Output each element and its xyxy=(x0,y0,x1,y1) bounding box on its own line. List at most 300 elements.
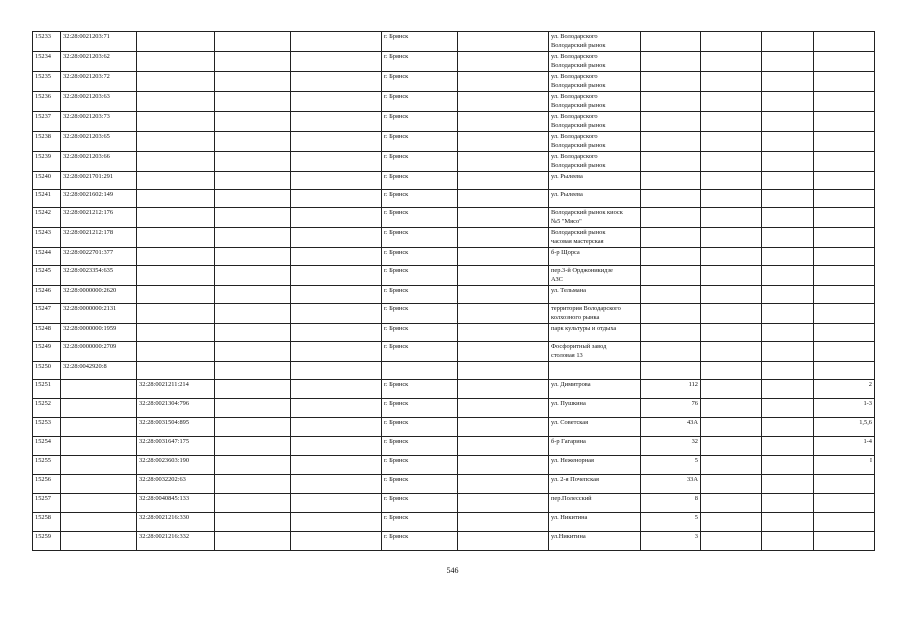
address-line: б-р Гагарина xyxy=(551,438,586,445)
cell-h xyxy=(641,92,701,112)
address-line: Володарский рынок xyxy=(551,122,606,129)
cell-address xyxy=(549,286,641,304)
table-row xyxy=(33,92,875,112)
cell-k: 1-4 xyxy=(814,437,875,456)
cell-d xyxy=(291,152,382,172)
cell-j xyxy=(762,362,814,380)
cell-n: 15233 xyxy=(33,32,61,52)
cell-b xyxy=(137,362,215,380)
cell-c xyxy=(215,92,291,112)
cell-a: 32:28:0021701:291 xyxy=(61,172,137,190)
cell-a: 32:28:0021212:176 xyxy=(61,208,137,228)
cell-f xyxy=(458,475,549,494)
cell-j xyxy=(762,190,814,208)
cell-h: 43А xyxy=(641,418,701,437)
address-line: часовая мастерская xyxy=(551,238,604,245)
cell-a: 32:28:0021203:73 xyxy=(61,112,137,132)
cell-e: г. Брянск xyxy=(382,92,458,112)
cell-f xyxy=(458,304,549,324)
cell-address xyxy=(549,437,641,456)
cell-b xyxy=(137,342,215,362)
cell-n: 15239 xyxy=(33,152,61,172)
cell-i xyxy=(701,513,762,532)
cell-a: 32:28:0021203:65 xyxy=(61,132,137,152)
cell-n: 15248 xyxy=(33,324,61,342)
cell-j xyxy=(762,266,814,286)
cell-n: 15251 xyxy=(33,380,61,399)
cell-h xyxy=(641,304,701,324)
cell-e: г. Брянск xyxy=(382,286,458,304)
cell-c xyxy=(215,172,291,190)
cell-a: 32:28:0021602:149 xyxy=(61,190,137,208)
table-row xyxy=(33,152,875,172)
cell-a: 32:28:0000000:2620 xyxy=(61,286,137,304)
cell-h xyxy=(641,324,701,342)
address-line: ул. Володарского xyxy=(551,133,598,140)
cell-f xyxy=(458,494,549,513)
cell-j xyxy=(762,324,814,342)
table-row xyxy=(33,399,875,418)
cell-n: 15253 xyxy=(33,418,61,437)
cell-i xyxy=(701,266,762,286)
cell-a xyxy=(61,418,137,437)
cell-f xyxy=(458,342,549,362)
address-line: столовая 13 xyxy=(551,352,583,359)
cell-n: 15254 xyxy=(33,437,61,456)
cell-e: г. Брянск xyxy=(382,475,458,494)
cell-k xyxy=(814,32,875,52)
cell-k xyxy=(814,475,875,494)
cell-h xyxy=(641,362,701,380)
cell-a: 32:28:0023354:635 xyxy=(61,266,137,286)
cell-b xyxy=(137,92,215,112)
cell-i xyxy=(701,456,762,475)
cell-c xyxy=(215,532,291,551)
table-row xyxy=(33,112,875,132)
address-line: ул. Пушкина xyxy=(551,400,586,407)
table-row xyxy=(33,208,875,228)
cell-e: г. Брянск xyxy=(382,304,458,324)
cell-f xyxy=(458,380,549,399)
address-line: ул. Володарского xyxy=(551,73,598,80)
cell-k: I xyxy=(814,456,875,475)
cell-i xyxy=(701,228,762,248)
cell-j xyxy=(762,286,814,304)
cell-h xyxy=(641,266,701,286)
cell-k xyxy=(814,112,875,132)
cell-d xyxy=(291,532,382,551)
cell-h: 76 xyxy=(641,399,701,418)
address-line: Володарский рынок xyxy=(551,102,606,109)
cell-d xyxy=(291,418,382,437)
cell-h xyxy=(641,208,701,228)
cell-k xyxy=(814,208,875,228)
cell-n: 15259 xyxy=(33,532,61,551)
cell-k xyxy=(814,266,875,286)
cell-i xyxy=(701,399,762,418)
cell-h xyxy=(641,342,701,362)
cell-f xyxy=(458,456,549,475)
cell-a: 32:28:0021203:63 xyxy=(61,92,137,112)
cell-b xyxy=(137,52,215,72)
cell-h: 5 xyxy=(641,513,701,532)
cell-h xyxy=(641,190,701,208)
cell-e: г. Брянск xyxy=(382,190,458,208)
cell-f xyxy=(458,52,549,72)
cell-d xyxy=(291,304,382,324)
cell-h xyxy=(641,52,701,72)
cell-n: 15235 xyxy=(33,72,61,92)
cell-h: 3 xyxy=(641,532,701,551)
cell-c xyxy=(215,437,291,456)
cell-d xyxy=(291,248,382,266)
cell-b xyxy=(137,324,215,342)
cell-i xyxy=(701,380,762,399)
cell-a: 32:28:0021203:62 xyxy=(61,52,137,72)
cell-h xyxy=(641,286,701,304)
cell-f xyxy=(458,513,549,532)
address-line: Володарский рынок xyxy=(551,229,606,236)
cell-b xyxy=(137,266,215,286)
cell-f xyxy=(458,286,549,304)
cell-f xyxy=(458,72,549,92)
cell-k: 1,5,6 xyxy=(814,418,875,437)
table-row xyxy=(33,380,875,399)
cell-address xyxy=(549,228,641,248)
address-line: №5 "Мясо" xyxy=(551,218,582,225)
cell-j xyxy=(762,208,814,228)
registry-table xyxy=(32,31,875,551)
cell-k: 2 xyxy=(814,380,875,399)
cell-address xyxy=(549,513,641,532)
cell-n: 15244 xyxy=(33,248,61,266)
cell-n: 15236 xyxy=(33,92,61,112)
cell-i xyxy=(701,52,762,72)
address-line: территория Володарского xyxy=(551,305,621,312)
cell-c xyxy=(215,228,291,248)
cell-address xyxy=(549,342,641,362)
cell-e: г. Брянск xyxy=(382,132,458,152)
cell-d xyxy=(291,132,382,152)
cell-k xyxy=(814,228,875,248)
cell-n: 15245 xyxy=(33,266,61,286)
table-row xyxy=(33,513,875,532)
cell-c xyxy=(215,304,291,324)
cell-a xyxy=(61,532,137,551)
cell-j xyxy=(762,248,814,266)
cell-k xyxy=(814,152,875,172)
cell-k xyxy=(814,72,875,92)
cell-n: 15240 xyxy=(33,172,61,190)
cell-j xyxy=(762,52,814,72)
cell-k: 1-3 xyxy=(814,399,875,418)
cell-i xyxy=(701,208,762,228)
address-line: ул. Володарского xyxy=(551,93,598,100)
cell-c xyxy=(215,418,291,437)
cell-e: г. Брянск xyxy=(382,52,458,72)
cell-h: 32 xyxy=(641,437,701,456)
cell-d xyxy=(291,286,382,304)
cell-n: 15258 xyxy=(33,513,61,532)
cell-e: г. Брянск xyxy=(382,380,458,399)
cell-address xyxy=(549,248,641,266)
cell-h xyxy=(641,172,701,190)
table-row xyxy=(33,437,875,456)
table-row xyxy=(33,324,875,342)
cell-n: 15252 xyxy=(33,399,61,418)
table-row xyxy=(33,494,875,513)
address-line: Володарский рынок xyxy=(551,142,606,149)
cell-address xyxy=(549,399,641,418)
cell-j xyxy=(762,112,814,132)
cell-c xyxy=(215,248,291,266)
cell-c xyxy=(215,494,291,513)
cell-b xyxy=(137,32,215,52)
cell-k xyxy=(814,324,875,342)
cell-f xyxy=(458,418,549,437)
cell-b xyxy=(137,248,215,266)
cell-i xyxy=(701,172,762,190)
cell-k xyxy=(814,362,875,380)
cell-a xyxy=(61,475,137,494)
cell-b xyxy=(137,172,215,190)
address-line: Фосфоритный завод xyxy=(551,343,607,350)
address-line: Володарский рынок киоск xyxy=(551,209,623,216)
cell-address xyxy=(549,52,641,72)
address-line: ул. Димитрова xyxy=(551,381,591,388)
cell-c xyxy=(215,513,291,532)
cell-i xyxy=(701,494,762,513)
cell-f xyxy=(458,532,549,551)
cell-address xyxy=(549,532,641,551)
cell-address xyxy=(549,266,641,286)
table-row xyxy=(33,456,875,475)
cell-e: г. Брянск xyxy=(382,248,458,266)
cell-e: г. Брянск xyxy=(382,437,458,456)
cell-h xyxy=(641,152,701,172)
cell-k xyxy=(814,52,875,72)
cell-e: г. Брянск xyxy=(382,418,458,437)
cell-k xyxy=(814,494,875,513)
cell-d xyxy=(291,112,382,132)
cell-address xyxy=(549,380,641,399)
cell-d xyxy=(291,266,382,286)
cell-n: 15234 xyxy=(33,52,61,72)
address-line: АЗС xyxy=(551,276,563,283)
address-line: ул. Неженорная xyxy=(551,457,594,464)
table-row xyxy=(33,304,875,324)
cell-n: 15246 xyxy=(33,286,61,304)
cell-i xyxy=(701,362,762,380)
cell-j xyxy=(762,132,814,152)
cell-j xyxy=(762,228,814,248)
address-line: ул. Рылеева xyxy=(551,191,583,198)
cell-f xyxy=(458,208,549,228)
cell-h xyxy=(641,72,701,92)
cell-d xyxy=(291,362,382,380)
cell-h xyxy=(641,132,701,152)
cell-d xyxy=(291,399,382,418)
cell-j xyxy=(762,456,814,475)
cell-i xyxy=(701,72,762,92)
cell-k xyxy=(814,286,875,304)
cell-j xyxy=(762,437,814,456)
cell-a: 32:28:0021203:66 xyxy=(61,152,137,172)
cell-address xyxy=(549,362,641,380)
cell-e: г. Брянск xyxy=(382,342,458,362)
cell-k xyxy=(814,513,875,532)
cell-address xyxy=(549,208,641,228)
cell-e: г. Брянск xyxy=(382,513,458,532)
cell-e xyxy=(382,362,458,380)
cell-j xyxy=(762,513,814,532)
cell-e: г. Брянск xyxy=(382,456,458,475)
address-line: Володарский рынок xyxy=(551,42,606,49)
cell-i xyxy=(701,132,762,152)
cell-c xyxy=(215,52,291,72)
cell-address xyxy=(549,152,641,172)
address-line: пер.3-й Орджоникидзе xyxy=(551,267,613,274)
cell-k xyxy=(814,92,875,112)
cell-i xyxy=(701,248,762,266)
cell-c xyxy=(215,286,291,304)
cell-n: 15256 xyxy=(33,475,61,494)
address-line: колхозного рынка xyxy=(551,314,600,321)
cell-j xyxy=(762,152,814,172)
cell-i xyxy=(701,324,762,342)
table-row xyxy=(33,418,875,437)
cell-n: 15243 xyxy=(33,228,61,248)
address-line: ул. Володарского xyxy=(551,53,598,60)
cell-address xyxy=(549,32,641,52)
address-line: парк культуры и отдыха xyxy=(551,325,617,332)
cell-a: 32:28:0021212:178 xyxy=(61,228,137,248)
cell-h xyxy=(641,228,701,248)
address-line: ул. Володарского xyxy=(551,113,598,120)
cell-n: 15242 xyxy=(33,208,61,228)
cell-e: г. Брянск xyxy=(382,532,458,551)
table-row xyxy=(33,32,875,52)
table-row xyxy=(33,132,875,152)
cell-h: 8 xyxy=(641,494,701,513)
address-line: ул. Тельмана xyxy=(551,287,586,294)
cell-i xyxy=(701,112,762,132)
cell-b: 32:28:0021216:332 xyxy=(137,532,215,551)
cell-f xyxy=(458,362,549,380)
cell-address xyxy=(549,494,641,513)
cell-c xyxy=(215,32,291,52)
cell-d xyxy=(291,52,382,72)
cell-b xyxy=(137,152,215,172)
cell-n: 15255 xyxy=(33,456,61,475)
cell-d xyxy=(291,494,382,513)
cell-j xyxy=(762,32,814,52)
cell-c xyxy=(215,208,291,228)
cell-h: 112 xyxy=(641,380,701,399)
cell-i xyxy=(701,32,762,52)
cell-b: 32:28:0021211:214 xyxy=(137,380,215,399)
cell-a xyxy=(61,513,137,532)
cell-a xyxy=(61,437,137,456)
cell-c xyxy=(215,362,291,380)
cell-e: г. Брянск xyxy=(382,228,458,248)
cell-f xyxy=(458,132,549,152)
cell-address xyxy=(549,172,641,190)
cell-address xyxy=(549,475,641,494)
cell-j xyxy=(762,494,814,513)
cell-j xyxy=(762,172,814,190)
cell-j xyxy=(762,475,814,494)
cell-k xyxy=(814,248,875,266)
cell-c xyxy=(215,190,291,208)
cell-i xyxy=(701,286,762,304)
cell-b: 32:28:0040845:133 xyxy=(137,494,215,513)
cell-c xyxy=(215,72,291,92)
cell-f xyxy=(458,190,549,208)
cell-j xyxy=(762,92,814,112)
table-row xyxy=(33,248,875,266)
cell-e: г. Брянск xyxy=(382,172,458,190)
cell-e: г. Брянск xyxy=(382,324,458,342)
table-row xyxy=(33,362,875,380)
address-line: б-р Щорса xyxy=(551,249,580,256)
cell-f xyxy=(458,266,549,286)
cell-b xyxy=(137,304,215,324)
cell-f xyxy=(458,112,549,132)
cell-d xyxy=(291,380,382,399)
cell-a: 32:28:0021203:72 xyxy=(61,72,137,92)
cell-c xyxy=(215,456,291,475)
cell-a xyxy=(61,380,137,399)
cell-i xyxy=(701,532,762,551)
cell-h: 33А xyxy=(641,475,701,494)
cell-n: 15257 xyxy=(33,494,61,513)
cell-c xyxy=(215,132,291,152)
cell-i xyxy=(701,190,762,208)
cell-b xyxy=(137,112,215,132)
cell-a xyxy=(61,494,137,513)
cell-a: 32:28:0000000:2131 xyxy=(61,304,137,324)
cell-address xyxy=(549,456,641,475)
cell-a: 32:28:0021203:71 xyxy=(61,32,137,52)
cell-h xyxy=(641,112,701,132)
table-row xyxy=(33,532,875,551)
cell-k xyxy=(814,532,875,551)
cell-b: 32:28:0021216:330 xyxy=(137,513,215,532)
cell-a xyxy=(61,399,137,418)
cell-j xyxy=(762,304,814,324)
address-line: ул.Никитина xyxy=(551,533,586,540)
cell-c xyxy=(215,266,291,286)
cell-f xyxy=(458,152,549,172)
cell-d xyxy=(291,32,382,52)
cell-n: 15238 xyxy=(33,132,61,152)
cell-d xyxy=(291,475,382,494)
cell-address xyxy=(549,304,641,324)
cell-c xyxy=(215,342,291,362)
cell-d xyxy=(291,92,382,112)
cell-j xyxy=(762,380,814,399)
table-row xyxy=(33,72,875,92)
cell-address xyxy=(549,190,641,208)
cell-f xyxy=(458,324,549,342)
cell-n: 15237 xyxy=(33,112,61,132)
cell-i xyxy=(701,437,762,456)
cell-e: г. Брянск xyxy=(382,208,458,228)
cell-n: 15241 xyxy=(33,190,61,208)
cell-h xyxy=(641,32,701,52)
table-row xyxy=(33,172,875,190)
